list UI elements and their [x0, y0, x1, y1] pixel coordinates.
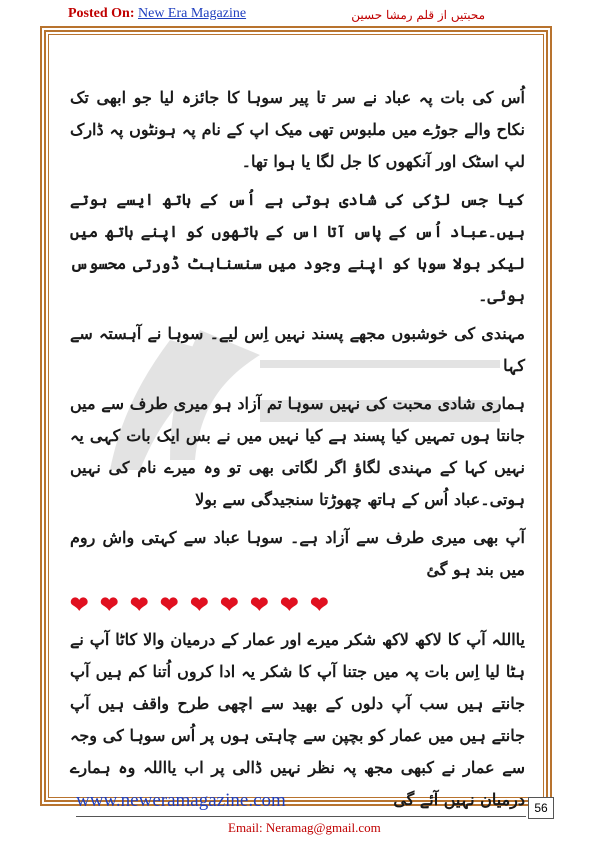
- paragraph: کیا جس لڑکی کی شادی ہوتی ہے اُس کے ہاتھ ایسے ہوتے ہیں۔عباد اُس کے پاس آتا اس کے ہاتھوں کو اپنے ہاتھ میں لیکر بولا سوہا کو اپنے وجود میں سنسناہٹ ڈورتی محسوس ہوئی۔: [70, 190, 525, 305]
- heart-icon: ❤: [130, 592, 149, 618]
- page-number: 56: [528, 797, 554, 819]
- footer-email: Email: Neramag@gmail.com: [228, 820, 381, 835]
- heart-divider: [70, 592, 525, 618]
- novel-title: محبتیں از قلم رمشا حسین: [351, 8, 485, 22]
- posted-on-header: [68, 6, 246, 22]
- paragraph: آپ بھی میری طرف سے آزاد ہے۔ سوہا عباد سے کہتی واش روم میں بند ہو گئ: [70, 528, 525, 579]
- paragraph: یااللہ آپ کا لاکھ لاکھ شکر میرے اور عمار کے درمیان والا کاٹا آپ نے ہٹا لیا اِس بات پہ میں جتنا آپ کا شکر یہ ادا کروں اُتنا کم ہیں آپ جانتے ہیں سب آپ دلوں کے بھید سے اچھی طرح واقف ہیں آپ جانتے ہیں میں عمار کو بچپن سے چاہتی ہوں پر اُس سوہا کی وجہ سے عمار نے کبھی مجھ پہ نظر نہیں ڈالی پر اب یااللہ وہ ہمارے درمیان نہیں آئے گی: [70, 630, 525, 809]
- footer-website-link[interactable]: www.neweramagazine.com: [76, 790, 286, 811]
- heart-icon: ❤: [310, 592, 329, 618]
- heart-icon: ❤: [70, 592, 89, 618]
- magazine-link[interactable]: New Era Magazine: [138, 6, 247, 21]
- heart-icon: ❤: [190, 592, 209, 618]
- heart-icon: ❤: [220, 592, 239, 618]
- footer-divider: [76, 816, 526, 817]
- paragraph: ہماری شادی محبت کی نہیں سوہا تم آزاد ہو میری طرف سے میں جانتا ہوں تمہیں کیا پسند ہے کیا نہیں میں نے بس ایک بات کہی یہ نہیں کہا کے مہندی لگاؤ اگر لگاتی بھی تو وہ میرے نام کی نہیں ہوتی۔عباد اُس کے ہاتھ چھوڑتا سنجیدگی سے بولا: [70, 394, 525, 509]
- paragraph: مہندی کی خوشبوں مجھے پسند نہیں اِس لیے۔ سوہا نے آہستہ سے کہا: [70, 324, 525, 375]
- article-body: [70, 82, 525, 822]
- heart-icon: ❤: [250, 592, 269, 618]
- paragraph: اُس کی بات پہ عباد نے سر تا پیر سوہا کا جائزہ لیا جو ابھی تک نکاح والے جوڑے میں ملبوس تھی میک اپ کے نام پہ ہونٹوں پہ ڈارک لپ اسٹک اور آنکھوں کا جل لگا یا ہوا تھا۔: [70, 88, 526, 171]
- heart-icon: ❤: [100, 592, 119, 618]
- heart-icon: ❤: [160, 592, 179, 618]
- posted-label: Posted On:: [68, 6, 135, 21]
- heart-icon: ❤: [280, 592, 299, 618]
